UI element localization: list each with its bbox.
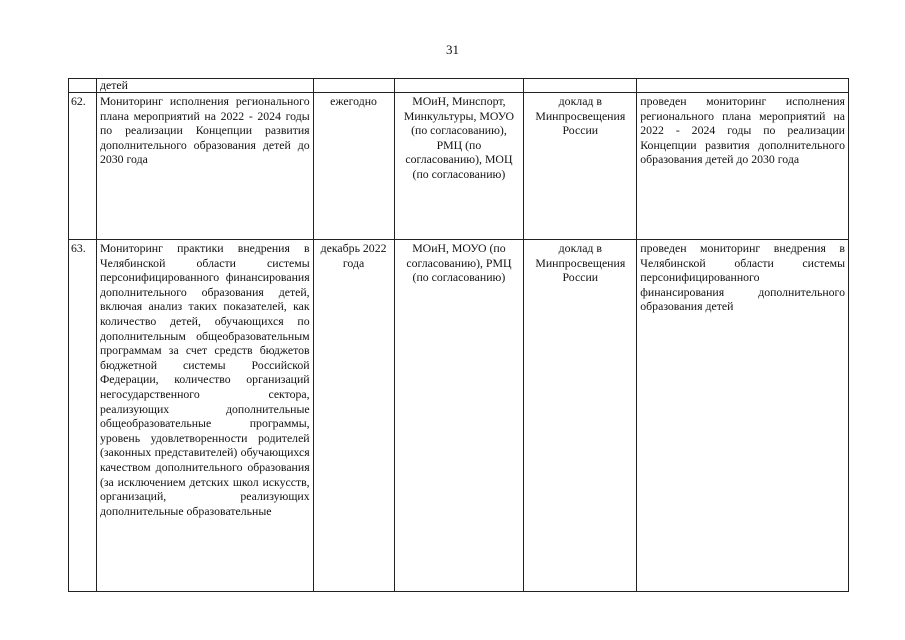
deadline-cell: декабрь 2022 года	[313, 240, 394, 592]
result-cell: проведен мониторинг исполнения регионального плана мероприятий на 2022 - 2024 годы по реализации Концепции развития дополнительного образования детей до 2030 года	[637, 93, 849, 240]
deadline-cell: ежегодно	[313, 93, 394, 240]
result-cell: проведен мониторинг внедрения в Челябинской области системы персонифицированного финансирования дополнительного образования детей	[637, 240, 849, 592]
deadline-cell	[313, 79, 394, 93]
measures-table	[68, 78, 849, 592]
result-cell	[637, 79, 849, 93]
report-cell	[524, 79, 637, 93]
executors-cell: МОиН, Минспорт, Минкультуры, МОУО (по согласованию), РМЦ (по согласованию), МОЦ (по согласованию)	[394, 93, 524, 240]
activity-cell: Мониторинг практики внедрения в Челябинской области системы персонифицированного финансирования дополнительного образования детей, включая анализ таких показателей, как количество детей, обучающихся по дополнительным общеобразовательным программам за счет средств бюджетов бюджетной системы Российской Федерации, количество организаций негосударственного сектора, реализующих дополнительные общеобразовательные программы, уровень удовлетворенности родителей (законных представителей) обучающихся качеством дополнительного образования (за исключением детских школ искусств, организаций, реализующих дополнительные образовательные	[96, 240, 313, 592]
num-cell	[69, 79, 97, 93]
table-row	[69, 93, 849, 240]
report-cell: доклад в Минпросвещения России	[524, 93, 637, 240]
table-row-continued	[69, 79, 849, 93]
page-number: 31	[446, 42, 459, 57]
executors-cell	[394, 79, 524, 93]
num-cell: 62.	[69, 93, 97, 240]
executors-cell: МОиН, МОУО (по согласованию), РМЦ (по согласованию)	[394, 240, 524, 592]
num-cell: 63.	[69, 240, 97, 592]
report-cell: доклад в Минпросвещения России	[524, 240, 637, 592]
activity-cell: детей	[96, 79, 313, 93]
activity-cell: Мониторинг исполнения регионального плана мероприятий на 2022 - 2024 годы по реализации Концепции развития дополнительного образования детей до 2030 года	[96, 93, 313, 240]
table-row	[69, 240, 849, 592]
